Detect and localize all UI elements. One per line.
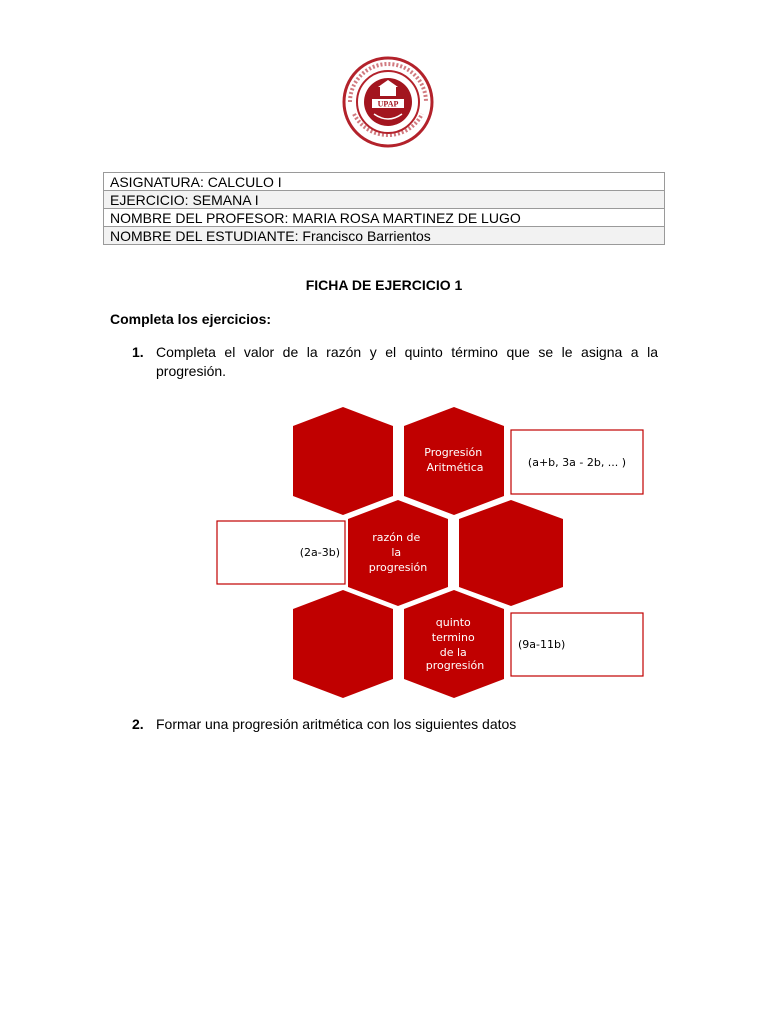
exercise-cell: EJERCICIO: SEMANA I bbox=[104, 191, 665, 209]
hex1-label-line2: Aritmética bbox=[426, 461, 484, 474]
question-1-text: Completa el valor de la razón y el quinto término que se le asigna a la progresión. bbox=[156, 344, 658, 379]
hex-quinto-termino bbox=[404, 590, 504, 698]
answer-box-sequence-text: (a+b, 3a - 2b, ... ) bbox=[527, 456, 627, 469]
question-2-text: Formar una progresión aritmética con los siguientes datos bbox=[156, 716, 517, 732]
question-2-number: 2. bbox=[132, 716, 144, 732]
hex1-label-line1: Progresión bbox=[424, 446, 483, 459]
answer-box-ratio-text: (2a-3b) bbox=[299, 546, 340, 559]
student-cell: NOMBRE DEL ESTUDIANTE: Francisco Barrientos bbox=[104, 227, 665, 245]
subject-cell: ASIGNATURA: CALCULO I bbox=[104, 173, 665, 191]
hex2-label-line1: razón de bbox=[372, 531, 421, 544]
hex2-label-line3: progresión bbox=[368, 561, 428, 574]
hex3-label-line3: de la bbox=[439, 646, 467, 659]
hex3-label-line1: quinto bbox=[435, 616, 471, 629]
page-title: FICHA DE EJERCICIO 1 bbox=[305, 277, 463, 293]
professor-cell: NOMBRE DEL PROFESOR: MARIA ROSA MARTINEZ DE LUGO bbox=[104, 209, 665, 227]
hex3-label-line4: progresión bbox=[425, 659, 485, 672]
hex-blank-middle-right bbox=[459, 500, 563, 606]
logo-badge-text: UPAP bbox=[377, 99, 399, 109]
hex-blank-top-left bbox=[293, 407, 393, 515]
hex-blank-bottom-left bbox=[293, 590, 393, 698]
answer-box-fifth-term-text: (9a-11b) bbox=[518, 638, 566, 651]
hex3-label-line2: termino bbox=[431, 631, 475, 644]
instruction-heading: Completa los ejercicios: bbox=[110, 311, 272, 327]
hex2-label-line2: la bbox=[391, 546, 402, 559]
question-1-number: 1. bbox=[132, 344, 144, 360]
